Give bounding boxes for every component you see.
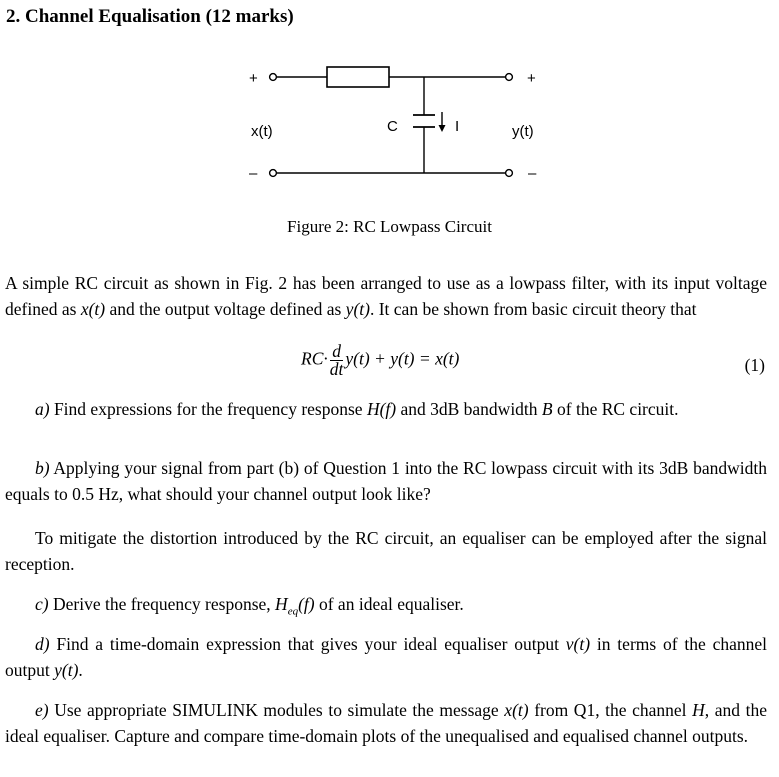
part-d-label: d) [35,634,50,654]
part-c-label: c) [35,594,49,614]
output-voltage-label: y(t) [512,123,534,140]
capacitor-label: C [387,118,398,135]
input-terminal-bottom [270,170,277,177]
output-terminal-bottom [506,170,513,177]
part-e-text-1: Use appropriate SIMULINK modules to simulate the message [48,700,505,720]
part-c [5,591,767,625]
part-e-text-3: , and the ideal equaliser. Capture and compare time-domain plots of the unequalised and equalised channel outputs. [5,700,768,746]
part-b [5,455,767,507]
equation-rhs: y(t) + y(t) = x(t) [345,348,460,369]
input-terminal-top [270,74,277,81]
output-plus-sign: + [527,70,536,87]
part-e [5,697,767,749]
equation-rc-term: RC· [301,348,328,369]
input-plus-sign: + [249,70,258,87]
part-a-hf: H(f) [366,399,397,419]
current-label: I [455,118,460,135]
part-e-h: H [692,700,705,720]
part-b-text: Applying your signal from part (b) of Question 1 into the RC lowpass circuit with its 3dB bandwidth equals to 0.5 Hz, what should your channel output look like? [5,458,767,504]
part-d-text-3: . [78,660,83,680]
part-d-text-1: Find a time-domain expression that gives your ideal equaliser output [49,634,566,654]
fraction-numerator: d [332,341,341,361]
part-c-subscript: eq [287,605,299,618]
resistor [327,67,389,87]
equation-body [301,343,459,378]
part-a-label: a) [35,399,50,419]
part-d-text-2: in terms of the channel output [5,634,767,680]
output-minus-sign: – [528,165,537,182]
output-terminal-top [506,74,513,81]
part-a-text-3: of the RC circuit. [552,399,679,419]
rc-circuit-diagram [0,0,779,210]
intro-text-1: A simple RC circuit as shown in Fig. 2 has been arranged to use as a lowpass filter, with its input voltage defined as [5,273,767,319]
fraction-denominator: dt [329,359,344,379]
part-c-h: H [275,594,288,614]
current-arrow-head [439,125,446,132]
part-a-text-2: and 3dB bandwidth [396,399,542,419]
part-c-text-1: Derive the frequency response, [48,594,276,614]
intro-text-3: . It can be shown from basic circuit theory that [369,299,697,319]
part-a-text-1: Find expressions for the frequency response [49,399,367,419]
part-d-v: v(t) [565,634,591,654]
part-c-f: (f) [298,594,315,614]
input-voltage-label: x(t) [251,123,273,140]
figure-caption: Figure 2: RC Lowpass Circuit [287,217,492,236]
mitigate-paragraph: To mitigate the distortion introduced by the RC circuit, an equaliser can be employed after the signal reception. [5,528,767,574]
part-e-text-2: from Q1, the channel [528,700,693,720]
input-symbol: x(t) [80,299,106,319]
part-c-text-2: of an ideal equaliser. [314,594,464,614]
input-minus-sign: – [249,165,258,182]
part-d [5,631,767,683]
part-e-x: x(t) [504,700,529,720]
part-a [5,396,767,422]
intro-paragraph [5,270,767,322]
part-e-label: e) [35,700,49,720]
equation-1 [0,342,779,394]
output-symbol: y(t) [345,299,370,319]
part-b-label: b) [35,458,50,478]
derivative-fraction [330,343,344,378]
part-d-y: y(t) [54,660,79,680]
intro-text-2: and the output voltage defined as [105,299,346,319]
equation-number: (1) [744,355,765,375]
part-a-b: B [541,399,553,419]
question-heading: 2. Channel Equalisation (12 marks) [6,6,294,27]
